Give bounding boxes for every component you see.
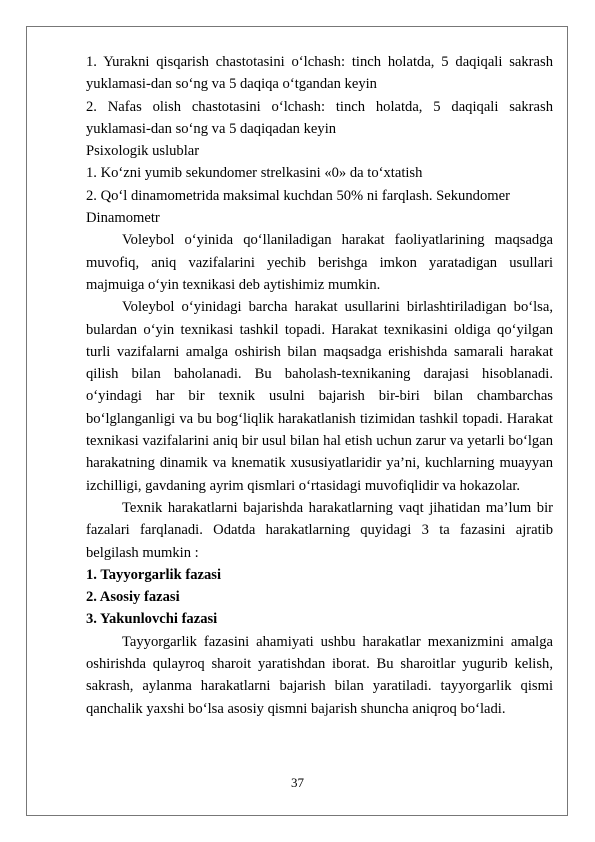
page-number: 37 — [291, 775, 304, 790]
page-body — [86, 51, 553, 720]
section-heading-psychological-methods: Psixologik uslublar — [86, 143, 200, 160]
paragraph-7: Voleybol o‘yinidagi barcha harakat usullarini birlashtiriladigan bo‘lsa, bulardan o‘yin texnikasi tashkil topadi. Harakat texnikasini oldiga qo‘yilgan turli vazifalarni amalga oshirish bilan maqsadga erishishda samarali harakat qilish bilan baholanadi. Bu baholash-texnikaning darajasi hisoblanadi. o‘yindagi har bir texnik usulni bajarish bir-biri bilan chambarchas bo‘lglanganligi va bu bog‘liqlik harakatlanish tizimidan tashkil topadi. Harakat texnikasi vazifalarini aniq bir usul bilan hal etish uchun zarur va yetarli bo‘lgan harakatning dinamik va knematik xususiyatlaridir ya’ni, kuchlarning muayyan izchilligi, gavdaning ayrim qismlari o‘rtasidagi muvofiqlidir va hokazolar. — [86, 299, 553, 494]
paragraph-12: Tayyorgarlik fazasini ahamiyati ushbu harakatlar mexanizmini amalga oshirishda qulayroq sharoit yaratishdan iborat. Bu sharoitlar yugurib kelish, sakrash, aylanma harakatlarni bajarish bilan yaratiladi. tayyorgarlik qismi qanchalik yaxshi bo‘lsa asosiy qismni bajarish shuncha aniqroq bo‘ladi. — [86, 633, 553, 717]
phase-item-1: 1. Tayyorgarlik fazasi — [86, 566, 221, 583]
paragraph-1: 1. Yurakni qisqarish chastotasini o‘lchash: tinch holatda, 5 daqiqali sakrash yuklamasi-dan so‘ng va 5 daqiqa o‘tgandan keyin — [86, 54, 553, 93]
paragraph-5: 2. Qo‘l dinamometrida maksimal kuchdan 50% ni farqlash. Sekundomer Dinamometr — [86, 187, 510, 227]
phase-item-2: 2. Asosiy fazasi — [86, 589, 180, 606]
paragraph-4: 1. Ko‘zni yumib sekundomer strelkasini «0» da to‘xtatish — [86, 165, 423, 182]
paragraph-6: Voleybol o‘yinida qo‘llaniladigan harakat faoliyatlarining maqsadga muvofiq, aniq vazifalarini yechib berishga imkon yaratadigan usullari majmuiga o‘yin texnikasi deb aytishimiz mumkin. — [86, 232, 553, 293]
paragraph-2: 2. Nafas olish chastotasini o‘lchash: tinch holatda, 5 daqiqali sakrash yuklamasi-dan so‘ng va 5 daqiqadan keyin — [86, 98, 553, 137]
phase-item-3: 3. Yakunlovchi fazasi — [86, 611, 218, 628]
paragraph-8: Texnik harakatlarni bajarishda harakatlarning vaqt jihatidan ma’lum bir fazalari farqlanadi. Odatda harakatlarning quyidagi 3 ta fazasini ajratib belgilash mumkin : — [86, 499, 553, 561]
